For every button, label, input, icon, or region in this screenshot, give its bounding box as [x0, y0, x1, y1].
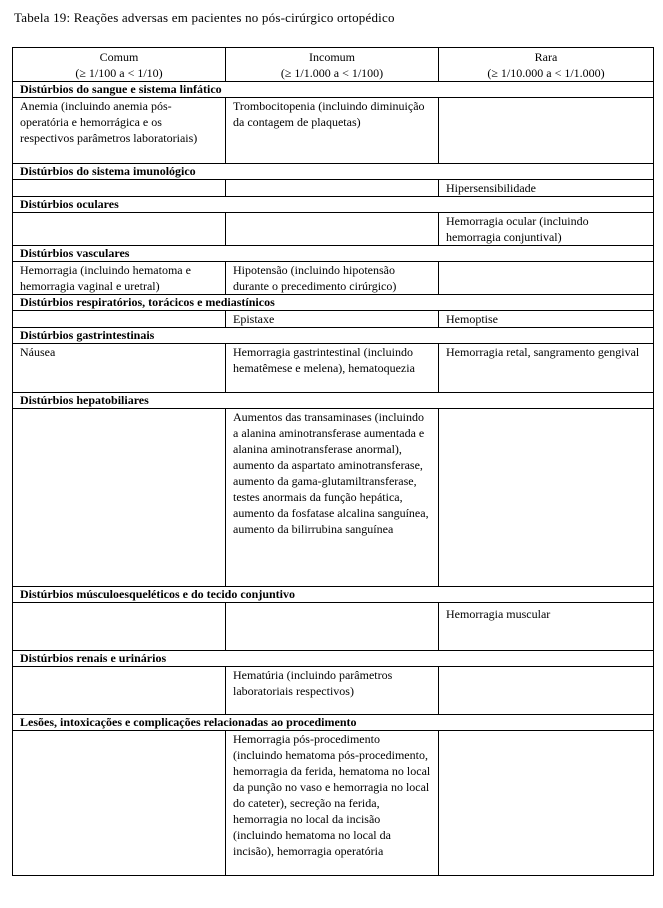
cell-rara	[439, 731, 654, 876]
header-name: Incomum	[309, 50, 355, 64]
adverse-reactions-table	[12, 47, 654, 876]
header-range: (≥ 1/10.000 a < 1/1.000)	[487, 66, 605, 80]
cell-incomum: Epistaxe	[226, 311, 439, 328]
cell-incomum: Hemorragia pós-procedimento (incluindo hematoma pós-procedimento, hemorragia da ferida, hematoma no local da punção no vaso e hemorragia no local do cateter), secreção na ferida, hemorragia no local da incisão (incluindo hematoma no local da incisão), hemorragia operatória	[226, 731, 439, 876]
cell-comum: Anemia (incluindo anemia pós-operatória e hemorrágica e os respectivos parâmetros laboratoriais)	[13, 98, 226, 164]
table-row	[13, 213, 654, 246]
cell-comum	[13, 180, 226, 197]
table-row	[13, 409, 654, 587]
section-title: Distúrbios renais e urinários	[13, 651, 654, 667]
table-row	[13, 344, 654, 393]
cell-comum: Hemorragia (incluindo hematoma e hemorragia vaginal e uretral)	[13, 262, 226, 295]
table-caption: Tabela 19: Reações adversas em pacientes no pós-cirúrgico ortopédico	[14, 10, 395, 25]
table-row	[13, 98, 654, 164]
table-row	[13, 262, 654, 295]
cell-incomum: Hipotensão (incluindo hipotensão durante o precedimento cirúrgico)	[226, 262, 439, 295]
cell-rara: Hemorragia muscular	[439, 603, 654, 651]
table-row	[13, 603, 654, 651]
section-title: Distúrbios gastrintestinais	[13, 328, 654, 344]
section-title: Distúrbios hepatobiliares	[13, 393, 654, 409]
section-header-row	[13, 393, 654, 409]
table-row	[13, 180, 654, 197]
section-header-row	[13, 715, 654, 731]
table-row	[13, 731, 654, 876]
cell-comum	[13, 603, 226, 651]
header-cell-comum	[13, 48, 226, 82]
cell-incomum	[226, 603, 439, 651]
cell-incomum: Aumentos das transaminases (incluindo a alanina aminotransferase aumentada e alanina aminotransferase anormal), aumento da aspartato aminotransferase, aumento da gama-glutamiltransferase, testes anormais da função hepática, aumento da fosfatase alcalina sanguínea, aumento da bilirrubina sanguínea	[226, 409, 439, 587]
section-title: Distúrbios do sistema imunológico	[13, 164, 654, 180]
cell-incomum: Trombocitopenia (incluindo diminuição da contagem de plaquetas)	[226, 98, 439, 164]
section-title: Distúrbios oculares	[13, 197, 654, 213]
section-header-row	[13, 197, 654, 213]
cell-rara	[439, 98, 654, 164]
cell-rara: Hemorragia ocular (incluindo hemorragia conjuntival)	[439, 213, 654, 246]
section-title: Lesões, intoxicações e complicações relacionadas ao procedimento	[13, 715, 654, 731]
section-header-row	[13, 295, 654, 311]
header-range: (≥ 1/100 a < 1/10)	[75, 66, 163, 80]
cell-rara: Hipersensibilidade	[439, 180, 654, 197]
cell-incomum	[226, 180, 439, 197]
cell-comum: Náusea	[13, 344, 226, 393]
header-cell-rara	[439, 48, 654, 82]
header-name: Comum	[99, 50, 139, 64]
section-title: Distúrbios do sangue e sistema linfático	[13, 82, 654, 98]
section-header-row	[13, 246, 654, 262]
cell-comum	[13, 667, 226, 715]
cell-incomum: Hematúria (incluindo parâmetros laboratoriais respectivos)	[226, 667, 439, 715]
section-header-row	[13, 82, 654, 98]
cell-rara	[439, 667, 654, 715]
section-header-row	[13, 164, 654, 180]
table-header-row	[13, 48, 654, 82]
cell-incomum: Hemorragia gastrintestinal (incluindo hematêmese e melena), hematoquezia	[226, 344, 439, 393]
section-title: Distúrbios respiratórios, torácicos e mediastínicos	[13, 295, 654, 311]
section-title: Distúrbios vasculares	[13, 246, 654, 262]
cell-rara: Hemorragia retal, sangramento gengival	[439, 344, 654, 393]
cell-comum	[13, 731, 226, 876]
cell-comum	[13, 409, 226, 587]
section-header-row	[13, 651, 654, 667]
header-range: (≥ 1/1.000 a < 1/100)	[280, 66, 384, 80]
cell-comum	[13, 311, 226, 328]
cell-rara	[439, 262, 654, 295]
table-row	[13, 311, 654, 328]
cell-comum	[13, 213, 226, 246]
cell-rara	[439, 409, 654, 587]
table-row	[13, 667, 654, 715]
header-cell-incomum	[226, 48, 439, 82]
cell-incomum	[226, 213, 439, 246]
section-title: Distúrbios músculoesqueléticos e do tecido conjuntivo	[13, 587, 654, 603]
cell-rara: Hemoptise	[439, 311, 654, 328]
section-header-row	[13, 328, 654, 344]
header-name: Rara	[534, 50, 558, 64]
section-header-row	[13, 587, 654, 603]
